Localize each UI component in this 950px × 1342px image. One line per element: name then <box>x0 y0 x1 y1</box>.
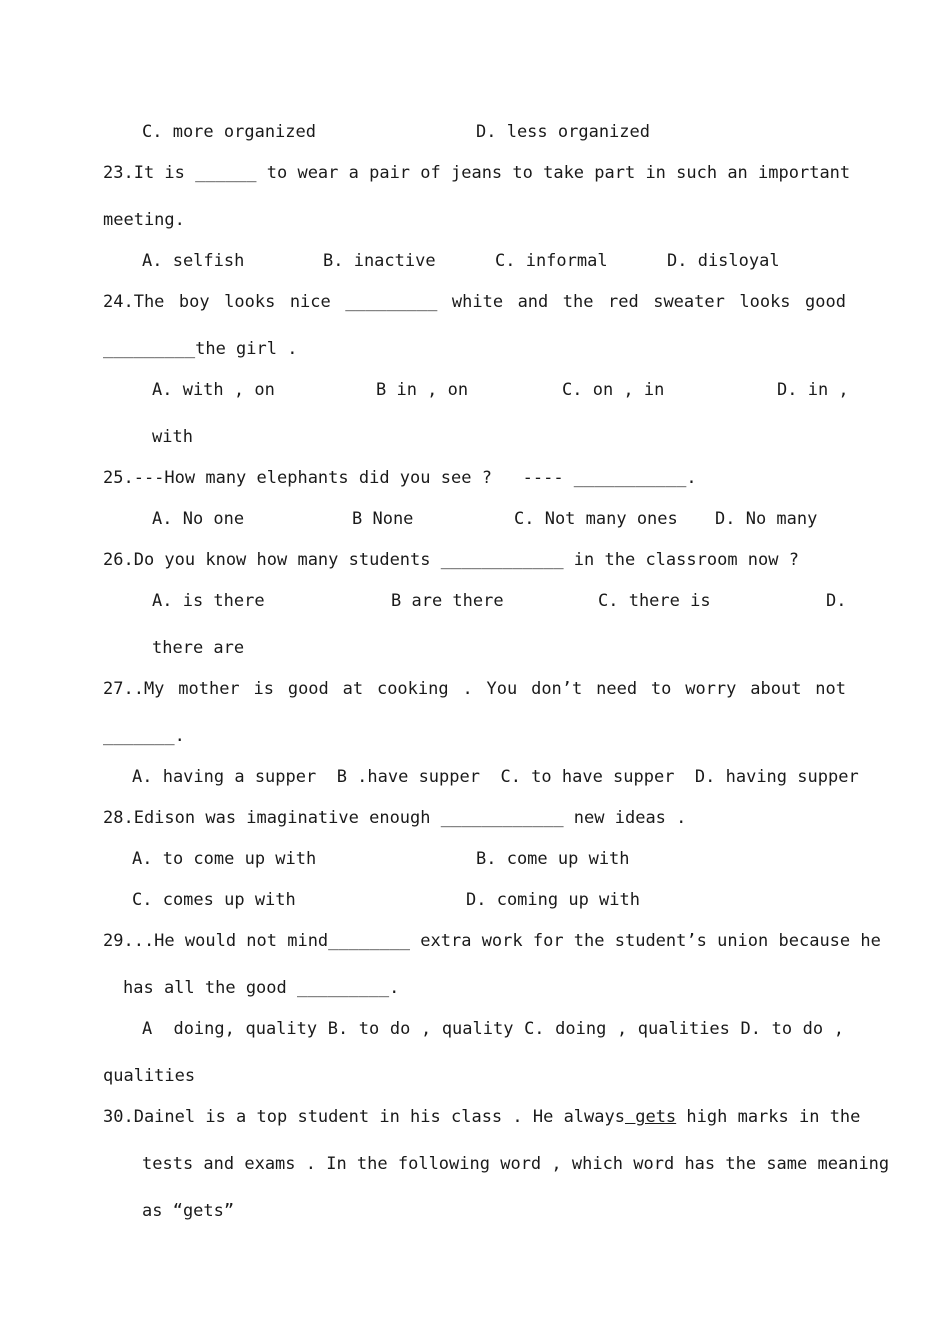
q26-stem: 26.Do you know how many students ____________ in the classroom now ? <box>103 550 799 570</box>
q22-option-d: D. less organized <box>476 122 650 142</box>
q26-option-c: C. there is <box>598 591 711 611</box>
q29-options: A doing, quality B. to do , quality C. doing , qualities D. to do , <box>142 1019 844 1039</box>
q30-stem-cont-2: as “gets” <box>142 1201 235 1221</box>
q30-stem-post: high marks in the <box>676 1107 861 1127</box>
q28-option-a: A. to come up with <box>132 849 317 869</box>
q26-option-a: A. is there <box>152 591 265 611</box>
q25-option-c: C. Not many ones <box>514 509 678 529</box>
q30-stem <box>103 1106 861 1128</box>
q23-option-d: D. disloyal <box>667 251 780 271</box>
q24-option-d: D. in , <box>777 380 849 400</box>
q24-option-b: B in , on <box>376 380 469 400</box>
q27-stem: 27..My mother is good at cooking . You don’t need to worry about not <box>103 679 846 699</box>
q24-stem: 24.The boy looks nice _________ white and the red sweater looks good <box>103 292 846 312</box>
q29-stem-cont: has all the good _________. <box>123 978 400 998</box>
q24-option-c: C. on , in <box>562 380 665 400</box>
q25-option-b: B None <box>352 509 414 529</box>
q30-stem-cont: tests and exams . In the following word , which word has the same meaning <box>142 1154 890 1174</box>
q25-option-d: D. No many <box>715 509 818 529</box>
q23-option-a: A. selfish <box>142 251 245 271</box>
q30-underlined-word: gets <box>624 1107 677 1127</box>
q24-option-a: A. with , on <box>152 380 275 400</box>
q23-option-c: C. informal <box>495 251 608 271</box>
q26-option-d-cont: there are <box>152 638 245 658</box>
q22-option-c: C. more organized <box>142 122 316 142</box>
q27-options: A. having a supper B .have supper C. to have supper D. having supper <box>132 767 859 787</box>
q26-option-b: B are there <box>391 591 504 611</box>
q25-stem: 25.---How many elephants did you see ? ---- ___________. <box>103 468 697 488</box>
q23-option-b: B. inactive <box>323 251 436 271</box>
q28-option-c: C. comes up with <box>132 890 296 910</box>
q27-stem-cont: _______. <box>103 726 185 746</box>
q24-stem-cont: _________the girl . <box>103 339 298 359</box>
q26-option-d: D. <box>826 591 847 611</box>
q25-option-a: A. No one <box>152 509 245 529</box>
q29-stem: 29...He would not mind________ extra work for the student’s union because he <box>103 931 881 951</box>
q30-stem-pre: 30.Dainel is a top student in his class . He always <box>103 1107 625 1127</box>
q23-stem: 23.It is ______ to wear a pair of jeans to take part in such an important <box>103 163 851 183</box>
q23-stem-cont: meeting. <box>103 210 185 230</box>
q28-option-b: B. come up with <box>476 849 630 869</box>
q24-option-d-cont: with <box>152 427 193 447</box>
q29-options-cont: qualities <box>103 1066 196 1086</box>
q28-option-d: D. coming up with <box>466 890 640 910</box>
q28-stem: 28.Edison was imaginative enough ____________ new ideas . <box>103 808 687 828</box>
